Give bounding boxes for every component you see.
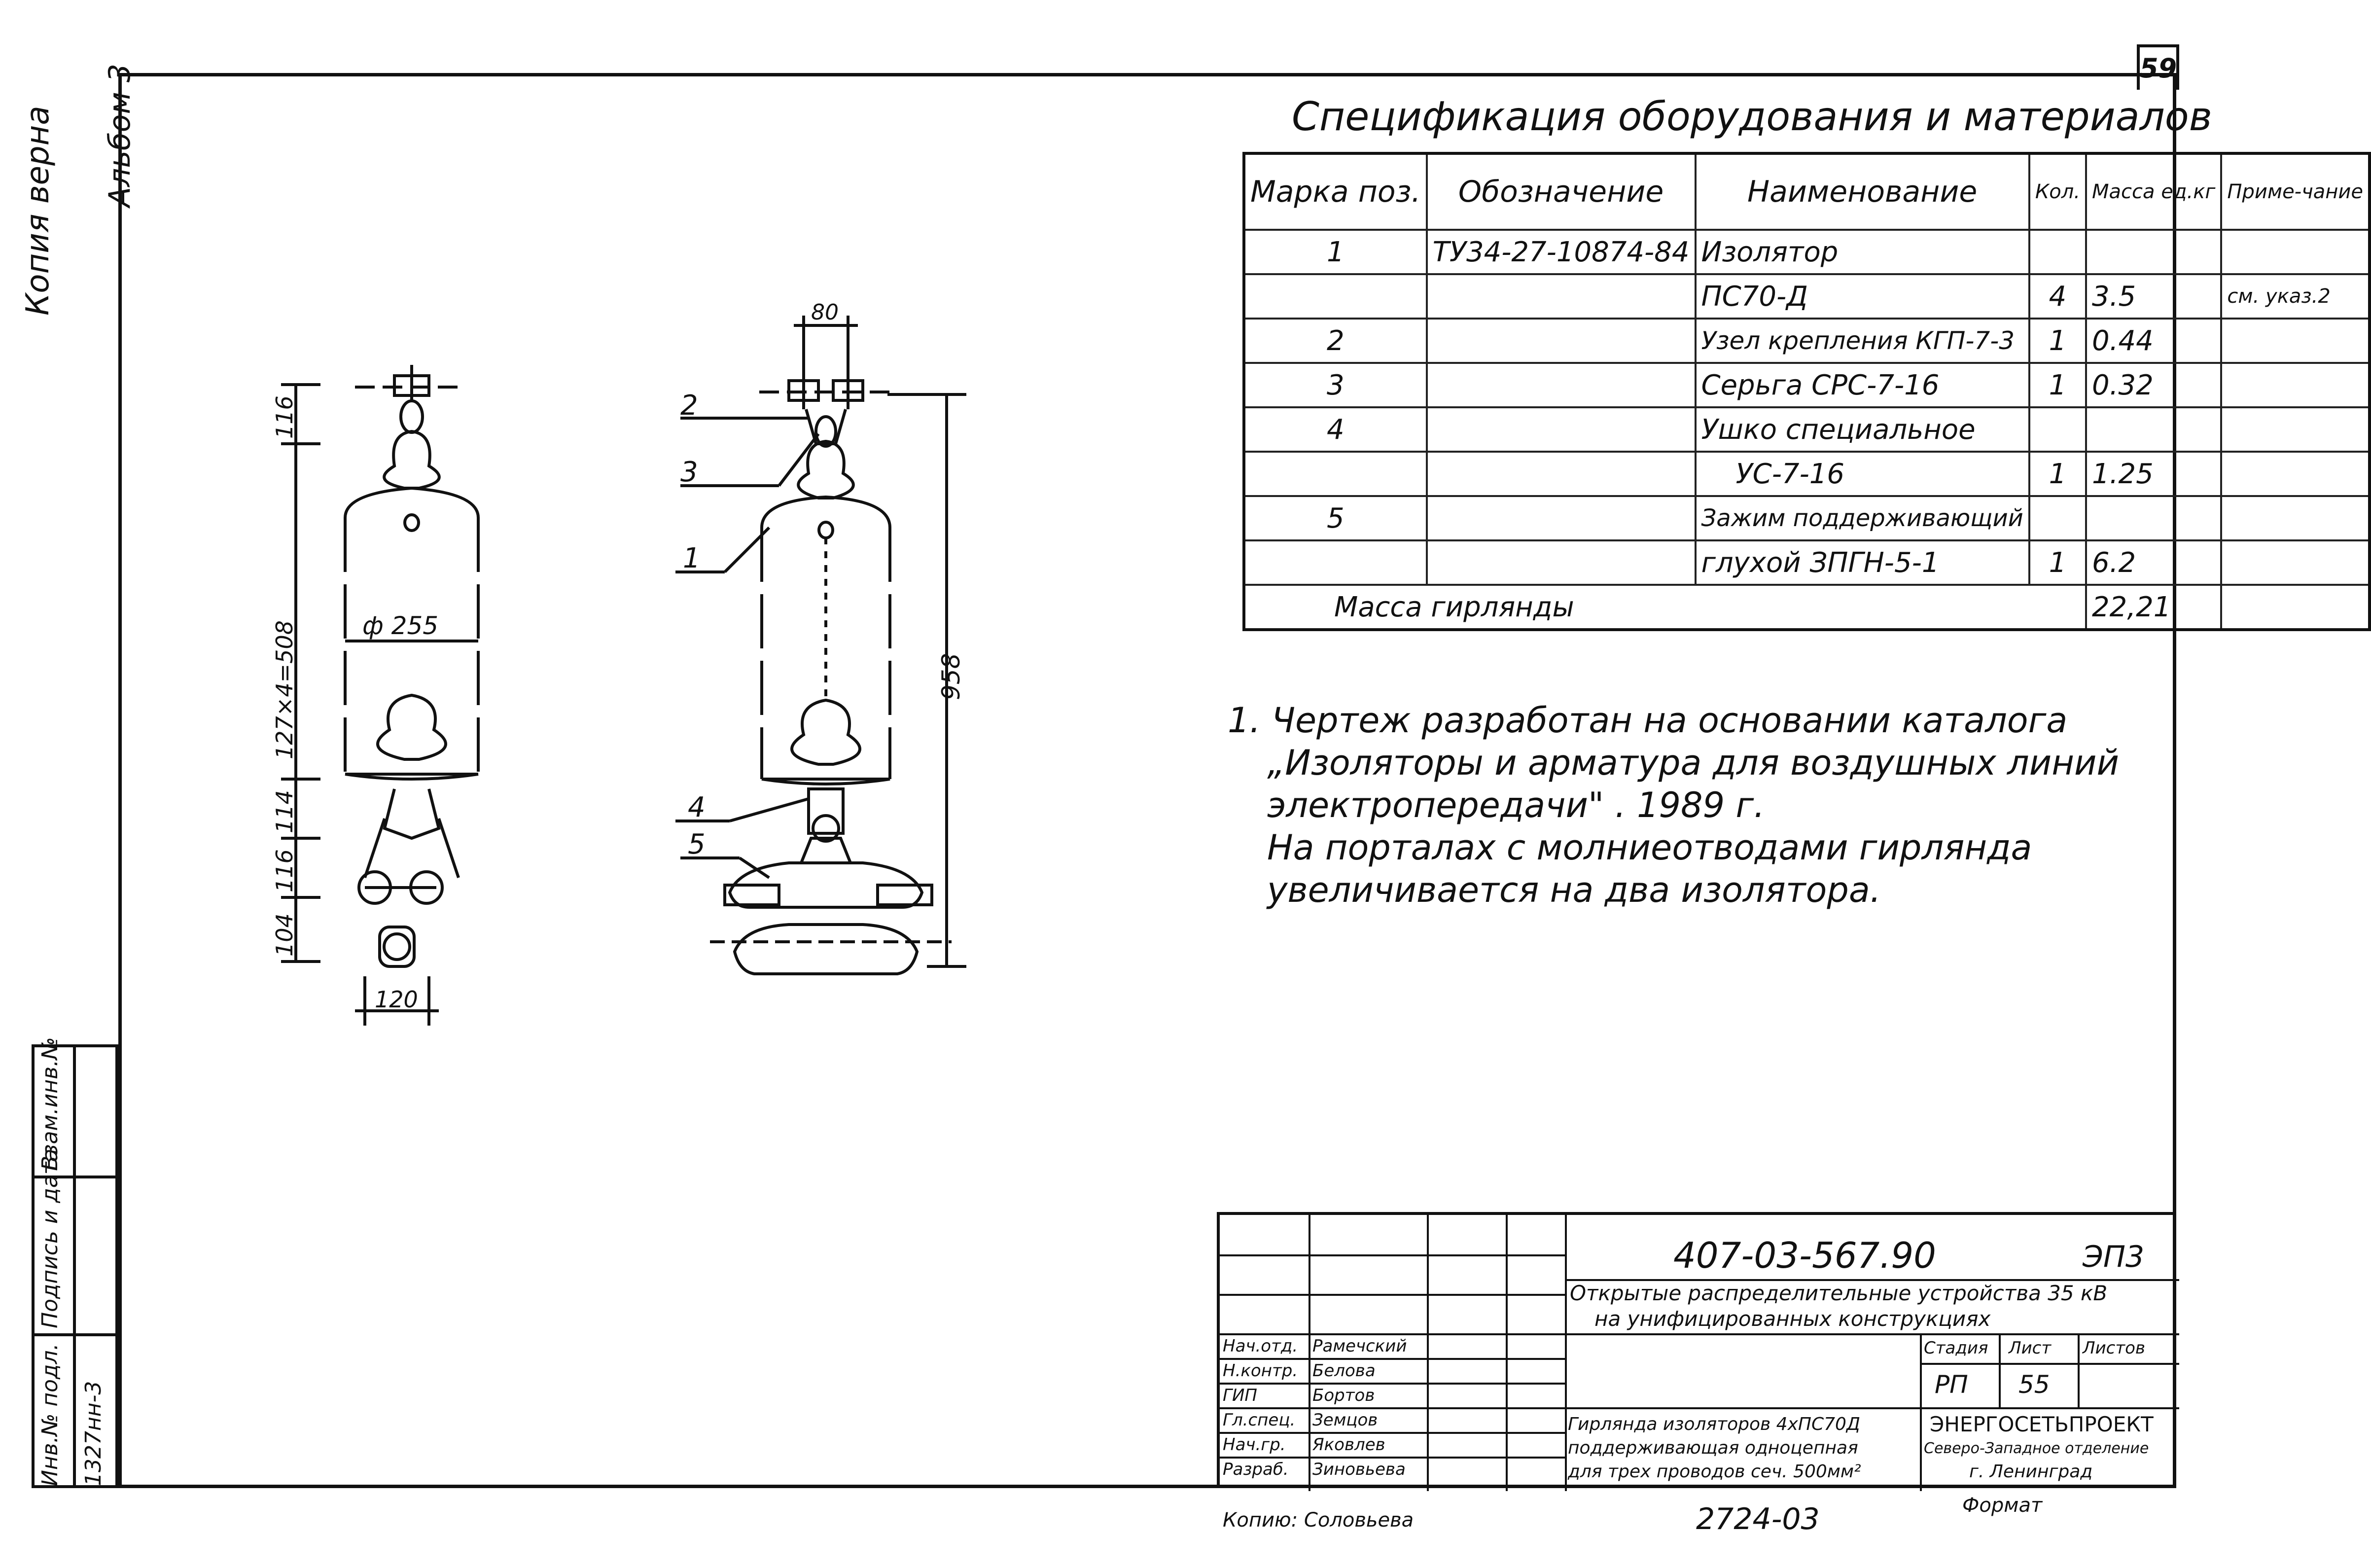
spec-cell [2221,452,2370,496]
spec-cell: УС-7-16 [1696,452,2029,496]
spec-cell: 1.25 [2086,452,2221,496]
people-role-6: Разраб. [1223,1460,1289,1479]
dim-80: 80 [811,300,839,325]
note-line-1: 1. Чертеж разработан на основании каталога [1228,700,2068,741]
people-role-5: Нач.гр. [1223,1435,1286,1455]
spec-cell: Серьга СРС-7-16 [1696,363,2029,407]
stage-value: РП [1935,1370,1968,1399]
people-role-1: Нач.отд. [1223,1336,1298,1356]
spec-cell: 1 [2029,319,2086,363]
spec-header-designation: Обозначение [1427,153,1696,230]
note-line-3: электропередачи" . 1989 г. [1267,785,1765,825]
spec-cell [2221,407,2370,452]
callout-2: 2 [680,390,698,422]
dim-116-top: 116 [271,395,298,439]
spec-cell: 3 [1244,363,1427,407]
spec-header-qty: Кол. [2029,153,2086,230]
spec-cell: 4 [2029,274,2086,319]
people-name-4: Земцов [1312,1410,1378,1430]
org-name: ЭНЕРГОСЕТЬПРОЕКТ [1930,1412,2154,1436]
spec-cell: 1 [2029,540,2086,585]
spec-cell: 1 [2029,452,2086,496]
spec-header-mass: Масса ед.кг [2086,153,2221,230]
spec-cell: ТУ34-27-10874-84 [1427,230,1696,274]
title-block [1217,1212,2176,1488]
spec-total-label: Масса гирлянды [1244,585,2086,630]
stamp-inventory-value: 1327нн-3 [81,1381,106,1486]
sheets-label: Листов [2083,1338,2146,1358]
drawing-code: 407-03-567.90 [1673,1235,1936,1276]
spec-cell: 5 [1244,496,1427,540]
spec-cell [2221,319,2370,363]
dim-508: 127×4=508 [271,620,298,759]
people-role-3: ГИП [1223,1386,1257,1405]
dim-116-bottom: 116 [271,849,298,892]
note-line-5: увеличивается на два изолятора. [1267,870,1881,910]
spec-cell: 0.44 [2086,319,2221,363]
spec-total-value: 22,21 [2086,585,2221,630]
people-name-1: Рамечский [1312,1336,1407,1356]
project-title-2: на унифицированных конструкциях [1594,1307,1991,1331]
callout-4: 4 [688,791,706,823]
stamp-replace-label: Взам.инв.№ [37,1037,63,1171]
note-line-4: На порталах с молниеотводами гирлянда [1267,827,2032,868]
spec-cell: 6.2 [2086,540,2221,585]
spec-header-note: Приме-чание [2221,153,2370,230]
stage-label: Стадия [1924,1338,1988,1358]
spec-header-name: Наименование [1696,153,2029,230]
project-title-1: Открытые распределительные устройства 35 кВ [1570,1281,2108,1305]
note-line-2: „Изоляторы и арматура для воздушных линий [1267,743,2120,783]
drawing-title-2: поддерживающая одноцепная [1568,1438,1858,1458]
drawing-title-3: для трех проводов сеч. 500мм² [1568,1461,1861,1482]
format-label: Формат [1962,1494,2043,1517]
spec-cell: Зажим поддерживающий [1696,496,2029,540]
callout-1: 1 [683,542,701,574]
org-branch: Северо-Западное отделение [1924,1440,2149,1457]
spec-cell: Узел крепления КГП-7-3 [1696,319,2029,363]
people-name-3: Бортов [1312,1386,1375,1405]
sheet-number: 59 [2137,44,2179,90]
copy-verified-label: Копия верна [20,106,56,316]
spec-cell [2221,230,2370,274]
left-view [281,365,478,1026]
people-name-5: Яковлев [1312,1435,1385,1455]
dim-120: 120 [375,986,418,1013]
spec-cell: Ушко специальное [1696,407,2029,452]
callout-3: 3 [680,456,698,488]
spec-cell [2221,496,2370,540]
album-label: Альбом 3 [103,64,137,207]
spec-cell [2221,585,2370,630]
spec-header-mark: Марка поз. [1244,153,1427,230]
drawing-title-1: Гирлянда изоляторов 4хПС70Д [1568,1414,1861,1434]
spec-cell: глухой ЗПГН-5-1 [1696,540,2029,585]
spec-cell [2221,540,2370,585]
spec-cell: 0.32 [2086,363,2221,407]
people-role-2: Н.контр. [1223,1361,1298,1381]
sheet-value: 55 [2018,1370,2050,1399]
dim-diameter: ф 255 [362,611,439,640]
section-code: ЭП3 [2083,1240,2145,1274]
dim-958: 958 [937,653,965,700]
bottom-copy-note: Копию: Соловьева [1223,1509,1414,1532]
people-name-2: Белова [1312,1361,1376,1381]
spec-cell: Изолятор [1696,230,2029,274]
bottom-number: 2724-03 [1696,1502,1820,1536]
spec-cell: 4 [1244,407,1427,452]
dim-104: 104 [271,913,298,957]
dim-114: 114 [271,790,298,833]
spec-cell: 1 [1244,230,1427,274]
spec-cell: см. указ.2 [2221,274,2370,319]
spec-cell: 2 [1244,319,1427,363]
right-view [675,316,966,974]
spec-cell: ПС70-Д [1696,274,2029,319]
spec-cell [2221,363,2370,407]
sheet-label: Лист [2009,1338,2052,1358]
spec-title: Спецификация оборудования и материалов [1292,94,2212,140]
org-city: г. Ленинград [1969,1461,2093,1482]
people-role-4: Гл.спец. [1223,1410,1296,1430]
spec-cell: 1 [2029,363,2086,407]
stamp-inventory-label: Инв.№ подл. [37,1343,63,1486]
callout-5: 5 [688,828,706,860]
people-name-6: Зиновьева [1312,1460,1406,1479]
stamp-signature-label: Подпись и дата [37,1148,63,1328]
spec-cell: 3.5 [2086,274,2221,319]
